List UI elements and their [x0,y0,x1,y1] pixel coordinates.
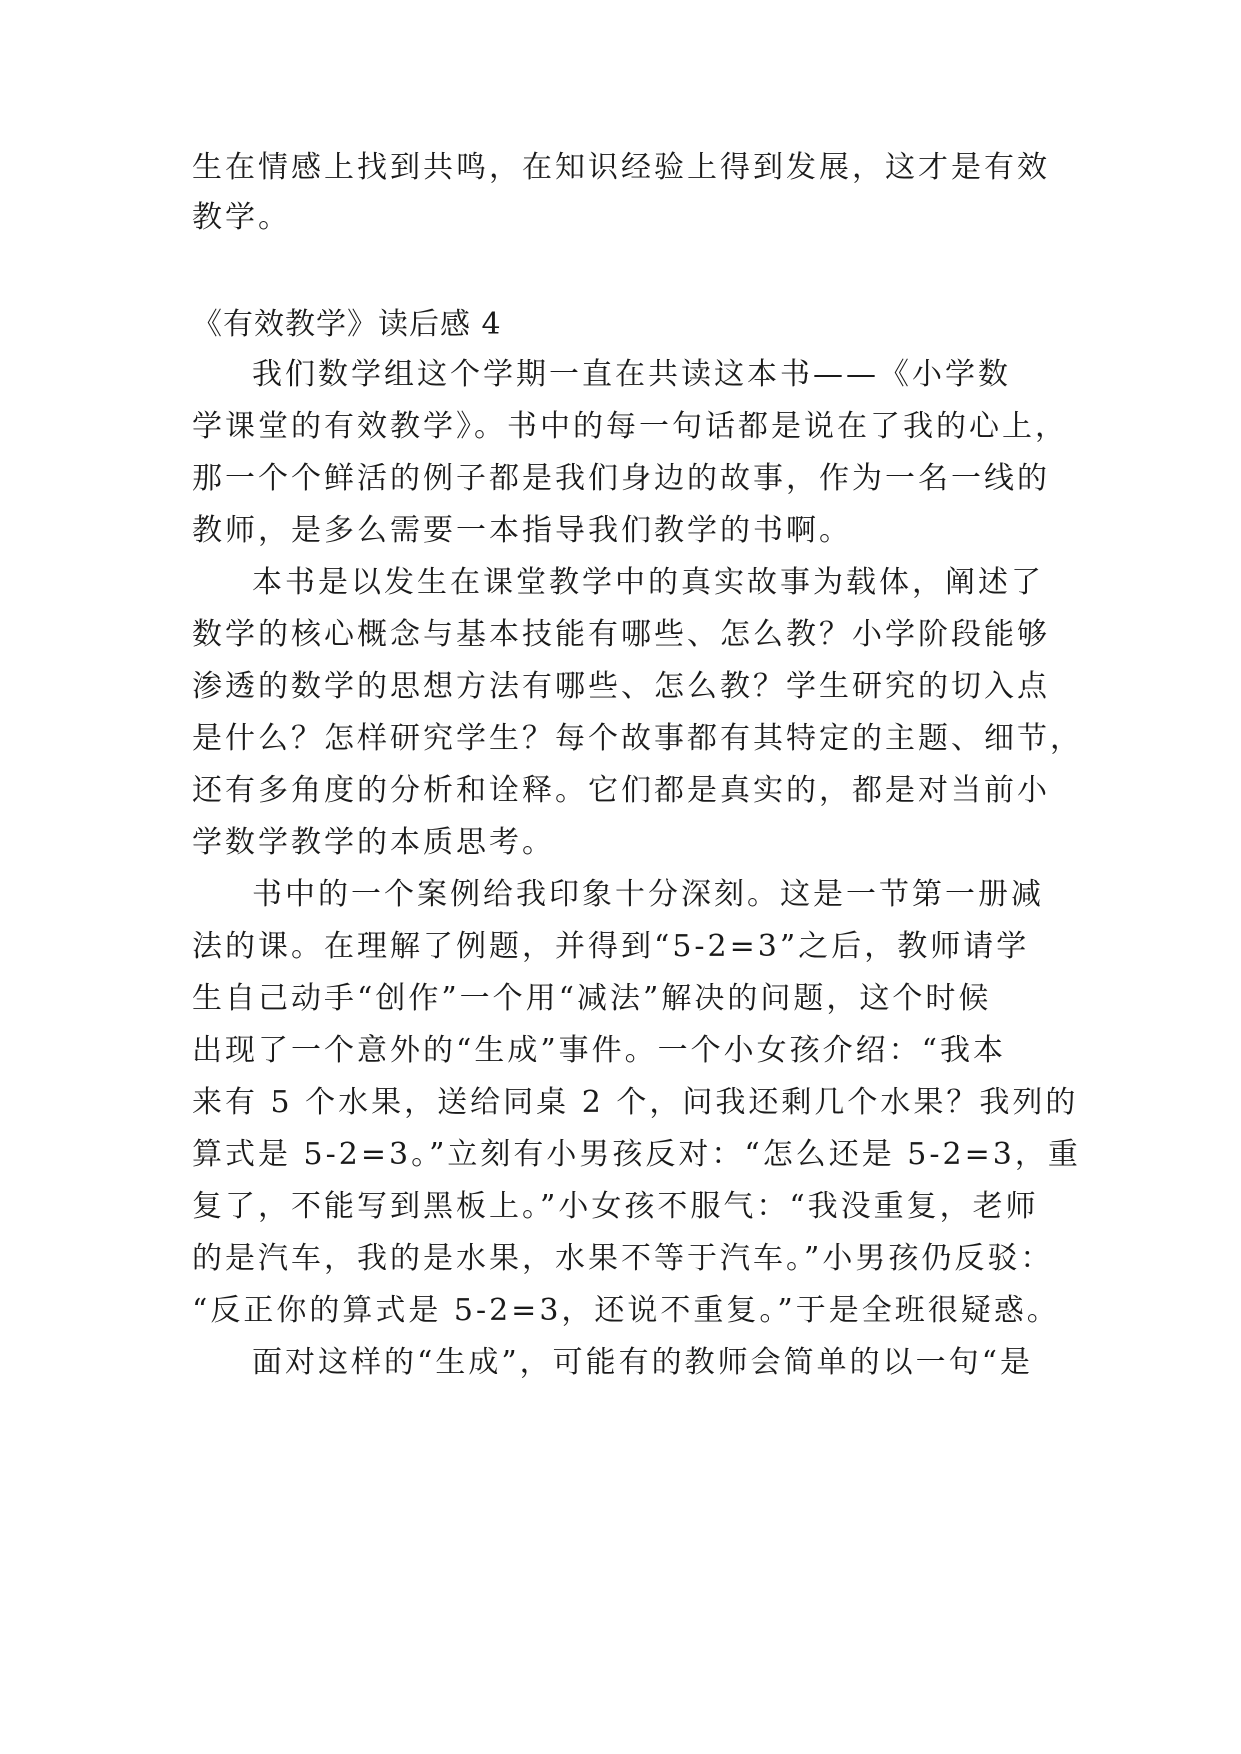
text-line: 来有 5 个水果，送给同桌 2 个，问我还剩几个水果？我列的 [192,1085,1079,1120]
text-line: 学课堂的有效教学》。书中的每一句话都是说在了我的心上， [192,409,1068,444]
text-line: 出现了一个意外的“生成”事件。一个小女孩介绍：“我本 [192,1033,1007,1068]
paragraph-first-line: 书中的一个案例给我印象十分深刻。这是一节第一册减 [252,877,1044,912]
text-line: 复了，不能写到黑板上。”小女孩不服气：“我没重复，老师 [192,1189,1039,1224]
text-line: 法的课。在理解了例题，并得到“5-2=3”之后，教师请学 [192,929,1030,964]
section-heading: 《有效教学》读后感 4 [192,307,502,342]
text-line: 是什么？怎样研究学生？每个故事都有其特定的主题、细节， [192,721,1083,756]
paragraph-first-line: 本书是以发生在课堂教学中的真实故事为载体，阐述了 [252,565,1044,600]
paragraph-first-line: 我们数学组这个学期一直在共读这本书——《小学数 [252,357,1011,392]
text-line: 算式是 5-2=3。”立刻有小男孩反对：“怎么还是 5-2=3，重 [192,1137,1081,1172]
text-line: 学数学教学的本质思考。 [192,825,555,860]
paragraph-first-line: 面对这样的“生成”，可能有的教师会简单的以一句“是 [252,1345,1034,1380]
text-line: 那一个个鲜活的例子都是我们身边的故事，作为一名一线的 [192,461,1050,496]
text-line: 还有多角度的分析和诠释。它们都是真实的，都是对当前小 [192,773,1050,808]
text-line: 数学的核心概念与基本技能有哪些、怎么教？小学阶段能够 [192,617,1050,652]
text-line: 的是汽车，我的是水果，水果不等于汽车。”小男孩仍反驳： [192,1241,1054,1276]
text-line: 渗透的数学的思想方法有哪些、怎么教？学生研究的切入点 [192,669,1050,704]
text-line: 生在情感上找到共鸣，在知识经验上得到发展，这才是有效 [192,150,1050,185]
text-line: “反正你的算式是 5-2=3，还说不重复。”于是全班很疑惑。 [192,1293,1060,1328]
text-line: 教学。 [192,200,291,235]
text-line: 生自己动手“创作”一个用“减法”解决的问题，这个时候 [192,981,992,1016]
text-line: 教师，是多么需要一本指导我们教学的书啊。 [192,513,852,548]
